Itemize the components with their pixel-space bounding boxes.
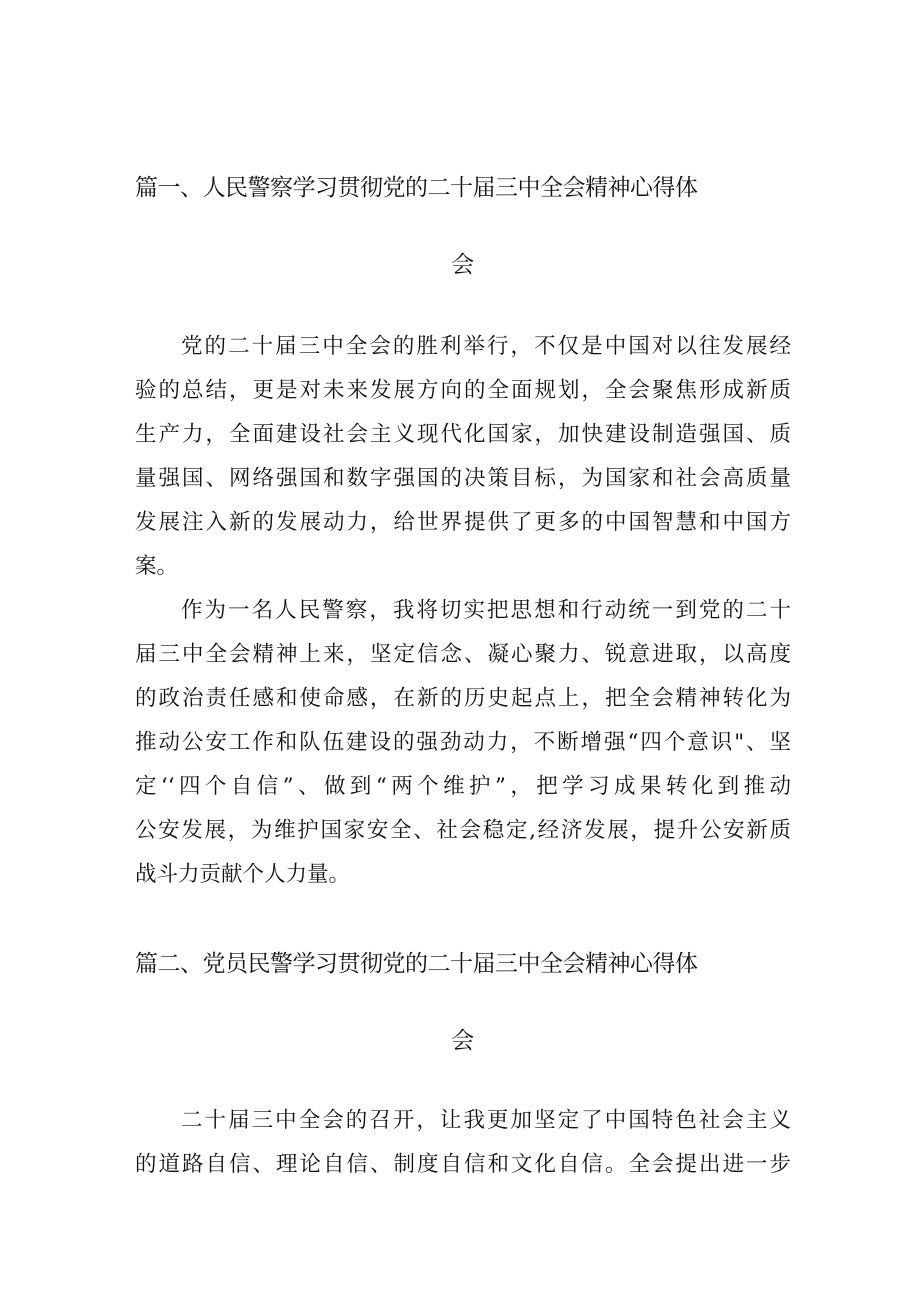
text-line: 党的二十届三中全会的胜利举行，不仅是中国对以往发展经 <box>181 334 791 359</box>
text-line: 验的总结，更是对未来发展方向的全面规划，全会聚焦形成新质 <box>135 378 791 403</box>
text-line: 发展注入新的发展动力，给世界提供了更多的中国智慧和中国方 <box>135 510 791 535</box>
text-line: 案。 <box>135 554 179 579</box>
section-1-heading-line1: 篇一、人民警察学习贯彻党的二十届三中全会精神心得体 <box>135 175 698 201</box>
section-1-heading <box>135 150 795 304</box>
text-line: 的道路自信、理论自信、制度自信和文化自信。全会提出进一步 <box>135 1152 791 1177</box>
text-line: 作为一名人民警察，我将切实把思想和行动统一到党的二十 <box>181 598 791 623</box>
text-line: 公安发展，为维护国家安全、社会稳定,经济发展，提升公安新质 <box>135 818 791 843</box>
section-2-heading <box>135 926 795 1080</box>
section-2-heading-line1: 篇二、党员民警学习贯彻党的二十届三中全会精神心得体 <box>135 951 698 977</box>
section-2-paragraph-1 <box>135 1099 791 1187</box>
text-line: 生产力，全面建设社会主义现代化国家，加快建设制造强国、质 <box>135 422 791 447</box>
section-1-paragraph-2 <box>135 589 791 897</box>
text-line: 的政治责任感和使命感，在新的历史起点上，把全会精神转化为 <box>135 686 791 711</box>
section-2-heading-line2: 会 <box>451 1028 474 1054</box>
text-line: 推动公安工作和队伍建设的强劲动力，不断增强“四个意识"、坚 <box>135 730 791 755</box>
text-line: 战斗力贡献个人力量。 <box>135 862 351 887</box>
text-line: 定‘‘四个自信”、做到“两个维护”，把学习成果转化到推动 <box>135 774 791 799</box>
text-line: 届三中全会精神上来，坚定信念、凝心聚力、锐意进取，以高度 <box>135 642 791 667</box>
text-line: 量强国、网络强国和数字强国的决策目标，为国家和社会高质量 <box>135 466 791 491</box>
section-1-paragraph-1 <box>135 325 791 589</box>
text-line: 二十届三中全会的召开，让我更加坚定了中国特色社会主义 <box>181 1108 791 1133</box>
section-1-heading-line2: 会 <box>451 252 474 278</box>
